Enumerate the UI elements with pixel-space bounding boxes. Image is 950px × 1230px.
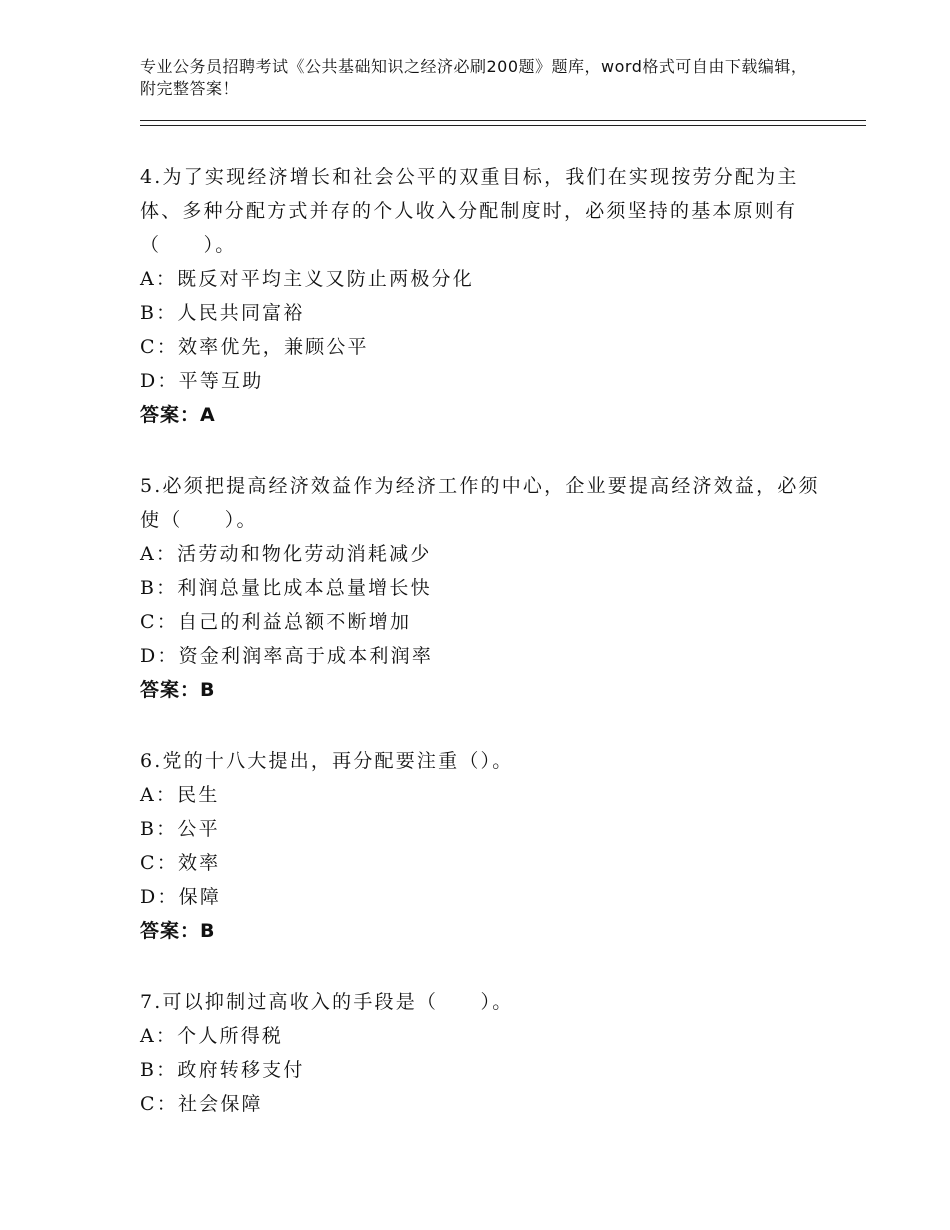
option-a: A：个人所得税 xyxy=(140,1025,284,1047)
question-stem: 4.为了实现经济增长和社会公平的双重目标，我们在实现按劳分配为主体、多种分配方式并存的个人收入分配制度时，必须坚持的基本原则有（ ）。 xyxy=(140,166,799,256)
option-b: B：利润总量比成本总量增长快 xyxy=(140,577,432,599)
question-4 xyxy=(140,160,820,432)
answer: 答案：B xyxy=(140,920,216,942)
question-6 xyxy=(140,744,820,948)
answer: 答案：B xyxy=(140,679,216,701)
question-list xyxy=(140,160,820,1158)
option-c: C：自己的利益总额不断增加 xyxy=(140,611,412,633)
option-b: B：人民共同富裕 xyxy=(140,302,305,324)
question-stem: 7.可以抑制过高收入的手段是（ ）。 xyxy=(140,991,514,1013)
option-a: A：既反对平均主义又防止两极分化 xyxy=(140,268,474,290)
answer: 答案：A xyxy=(140,404,216,426)
header-double-rule xyxy=(140,120,866,126)
option-c: C：效率 xyxy=(140,852,221,874)
option-b: B：公平 xyxy=(140,818,220,840)
option-a: A：民生 xyxy=(140,784,220,806)
option-b: B：政府转移支付 xyxy=(140,1059,305,1081)
question-7 xyxy=(140,985,820,1121)
option-d: D：平等互助 xyxy=(140,370,264,392)
option-c: C：效率优先，兼顾公平 xyxy=(140,336,369,358)
question-stem: 6.党的十八大提出，再分配要注重（）。 xyxy=(140,750,514,772)
question-5 xyxy=(140,469,820,707)
option-a: A：活劳动和物化劳动消耗减少 xyxy=(140,543,432,565)
option-d: D：保障 xyxy=(140,886,222,908)
option-c: C：社会保障 xyxy=(140,1093,263,1115)
question-stem: 5.必须把提高经济效益作为经济工作的中心，企业要提高经济效益，必须使（ ）。 xyxy=(140,475,820,531)
document-header: 专业公务员招聘考试《公共基础知识之经济必刷200题》题库，word格式可自由下载编辑，附完整答案！ xyxy=(140,57,808,98)
option-d: D：资金利润率高于成本利润率 xyxy=(140,645,434,667)
